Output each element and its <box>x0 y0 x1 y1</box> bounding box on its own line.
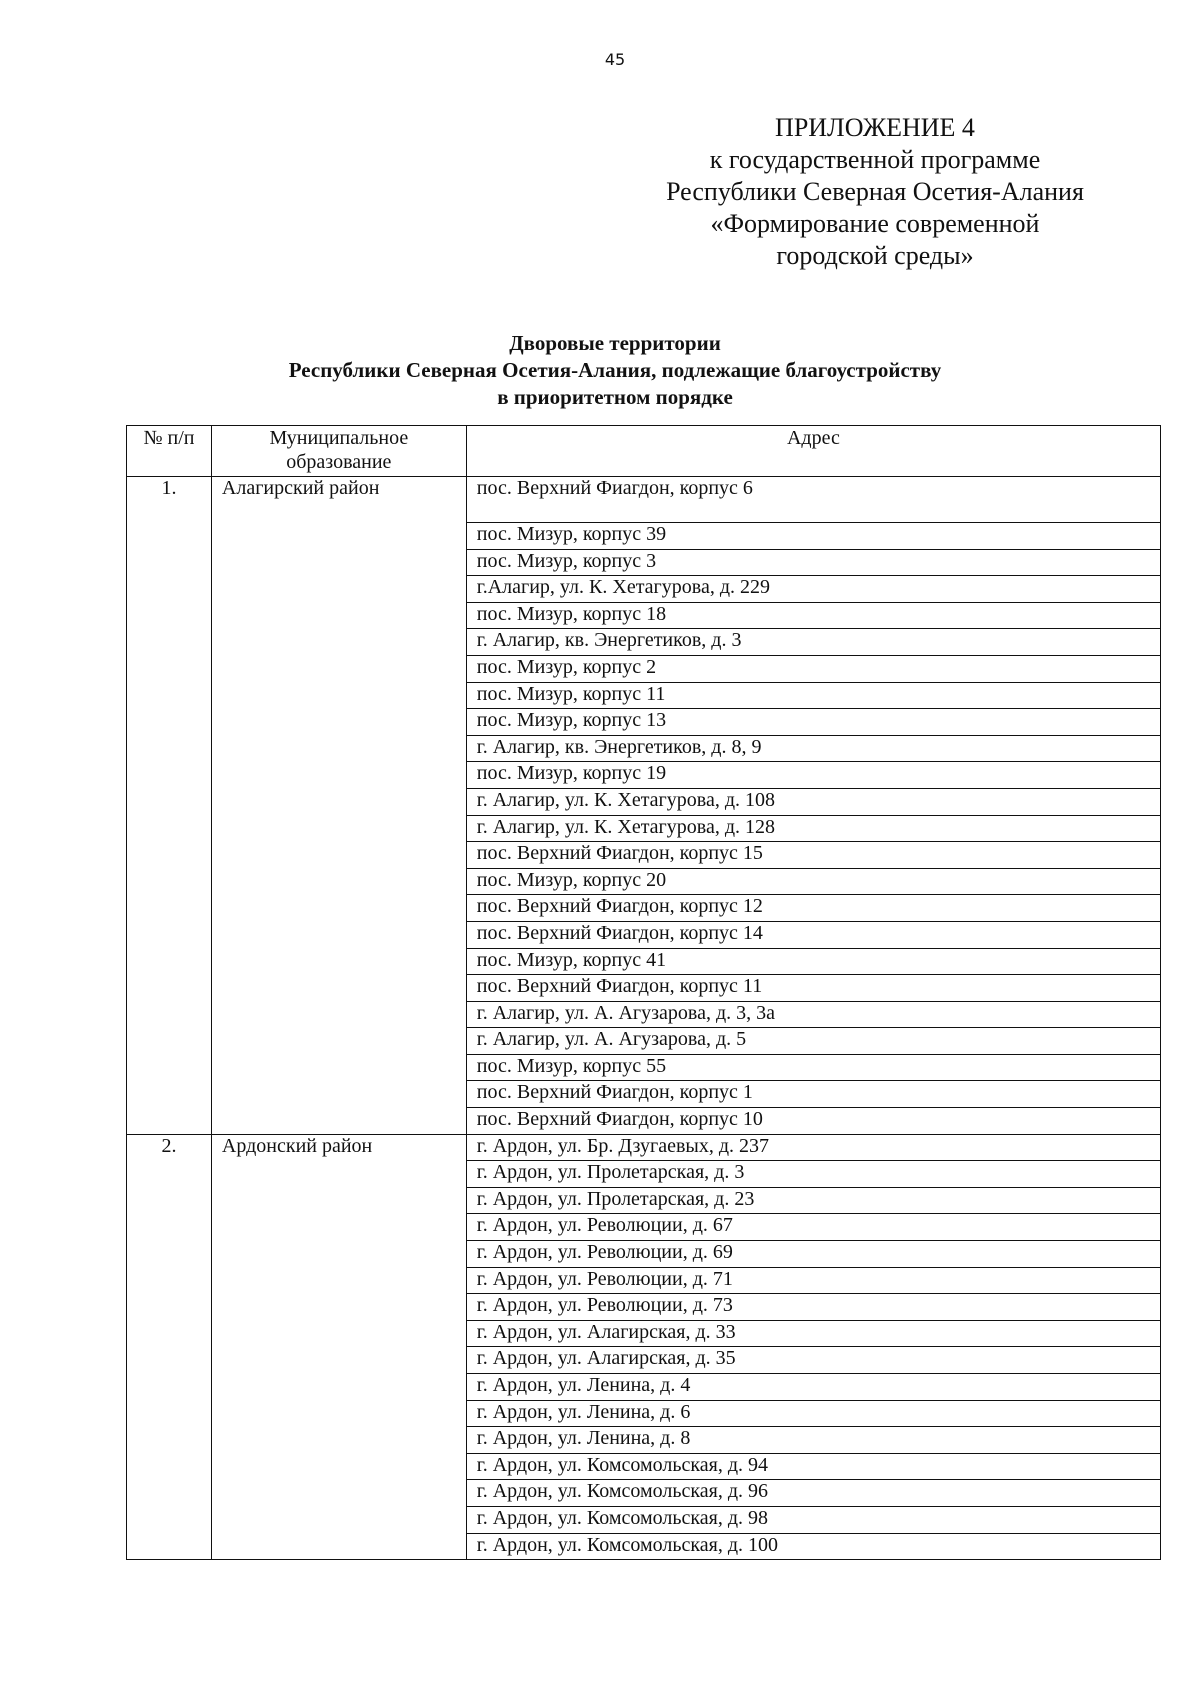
address-cell: пос. Мизур, корпус 2 <box>466 655 1160 682</box>
address-cell: г. Алагир, кв. Энергетиков, д. 3 <box>466 629 1160 656</box>
header-municipality-line: Муниципальное <box>269 427 409 449</box>
heading-line: в приоритетном порядке <box>497 385 733 409</box>
address-table <box>126 425 1161 1560</box>
address-cell: пос. Мизур, корпус 20 <box>466 868 1160 895</box>
address-cell: пос. Верхний Фиагдон, корпус 15 <box>466 842 1160 869</box>
address-cell: г. Алагир, кв. Энергетиков, д. 8, 9 <box>466 735 1160 762</box>
address-cell: г. Ардон, ул. Алагирская, д. 33 <box>466 1320 1160 1347</box>
appendix-title: ПРИЛОЖЕНИЕ 4 <box>775 113 975 142</box>
table-header-row <box>127 426 1161 477</box>
appendix-line: «Формирование современной <box>710 209 1040 238</box>
document-heading <box>0 330 1200 411</box>
header-address: Адрес <box>466 426 1160 477</box>
address-cell: г. Алагир, ул. К. Хетагурова, д. 108 <box>466 788 1160 815</box>
address-cell: г. Ардон, ул. Пролетарская, д. 23 <box>466 1187 1160 1214</box>
address-cell: г. Ардон, ул. Комсомольская, д. 96 <box>466 1480 1160 1507</box>
address-cell: г. Ардон, ул. Бр. Дзугаевых, д. 237 <box>466 1134 1160 1161</box>
table-row <box>127 1134 1161 1161</box>
address-cell: г. Ардон, ул. Алагирская, д. 35 <box>466 1347 1160 1374</box>
address-cell: г. Ардон, ул. Революции, д. 69 <box>466 1241 1160 1268</box>
municipality-cell: Алагирский район <box>211 477 466 1135</box>
address-cell: г. Ардон, ул. Комсомольская, д. 94 <box>466 1453 1160 1480</box>
table-body <box>127 477 1161 1560</box>
address-cell: г. Ардон, ул. Ленина, д. 4 <box>466 1374 1160 1401</box>
row-number: 1. <box>127 477 212 1135</box>
address-cell: пос. Верхний Фиагдон, корпус 14 <box>466 921 1160 948</box>
address-cell: г. Алагир, ул. А. Агузарова, д. 3, 3а <box>466 1001 1160 1028</box>
address-cell: г. Алагир, ул. К. Хетагурова, д. 128 <box>466 815 1160 842</box>
address-cell: г. Ардон, ул. Комсомольская, д. 98 <box>466 1506 1160 1533</box>
address-cell: пос. Мизур, корпус 3 <box>466 549 1160 576</box>
address-cell: г. Ардон, ул. Комсомольская, д. 100 <box>466 1533 1160 1560</box>
address-cell: г. Ардон, ул. Пролетарская, д. 3 <box>466 1161 1160 1188</box>
address-cell: г. Ардон, ул. Революции, д. 67 <box>466 1214 1160 1241</box>
address-cell: пос. Верхний Фиагдон, корпус 11 <box>466 975 1160 1002</box>
row-number: 2. <box>127 1134 212 1560</box>
address-cell: пос. Мизур, корпус 13 <box>466 709 1160 736</box>
address-cell: пос. Верхний Фиагдон, корпус 1 <box>466 1081 1160 1108</box>
page-number: 45 <box>604 50 626 69</box>
appendix-line: к государственной программе <box>709 145 1041 174</box>
address-cell: пос. Верхний Фиагдон, корпус 12 <box>466 895 1160 922</box>
address-cell: г. Алагир, ул. А. Агузарова, д. 5 <box>466 1028 1160 1055</box>
header-municipality-line: образование <box>286 451 392 473</box>
address-cell: пос. Верхний Фиагдон, корпус 10 <box>466 1108 1160 1135</box>
heading-line: Республики Северная Осетия-Алания, подлежащие благоустройству <box>288 358 942 382</box>
address-cell: г. Ардон, ул. Ленина, д. 6 <box>466 1400 1160 1427</box>
address-cell: пос. Мизур, корпус 39 <box>466 523 1160 550</box>
address-cell: пос. Мизур, корпус 11 <box>466 682 1160 709</box>
municipality-cell: Ардонский район <box>211 1134 466 1560</box>
address-cell: пос. Мизур, корпус 19 <box>466 762 1160 789</box>
address-cell: г. Ардон, ул. Революции, д. 73 <box>466 1294 1160 1321</box>
heading-line: Дворовые территории <box>509 331 721 355</box>
appendix-line: Республики Северная Осетия-Алания <box>666 177 1084 206</box>
address-cell: г. Ардон, ул. Революции, д. 71 <box>466 1267 1160 1294</box>
appendix-line: городской среды» <box>776 241 974 270</box>
address-cell: пос. Мизур, корпус 18 <box>466 602 1160 629</box>
table-row <box>127 477 1161 523</box>
address-cell: пос. Мизур, корпус 41 <box>466 948 1160 975</box>
header-municipality <box>211 426 466 477</box>
address-cell: г.Алагир, ул. К. Хетагурова, д. 229 <box>466 576 1160 603</box>
address-cell: г. Ардон, ул. Ленина, д. 8 <box>466 1427 1160 1454</box>
appendix-block <box>600 112 1150 272</box>
address-cell: пос. Верхний Фиагдон, корпус 6 <box>466 477 1160 523</box>
address-cell: пос. Мизур, корпус 55 <box>466 1054 1160 1081</box>
header-num: № п/п <box>127 426 212 477</box>
